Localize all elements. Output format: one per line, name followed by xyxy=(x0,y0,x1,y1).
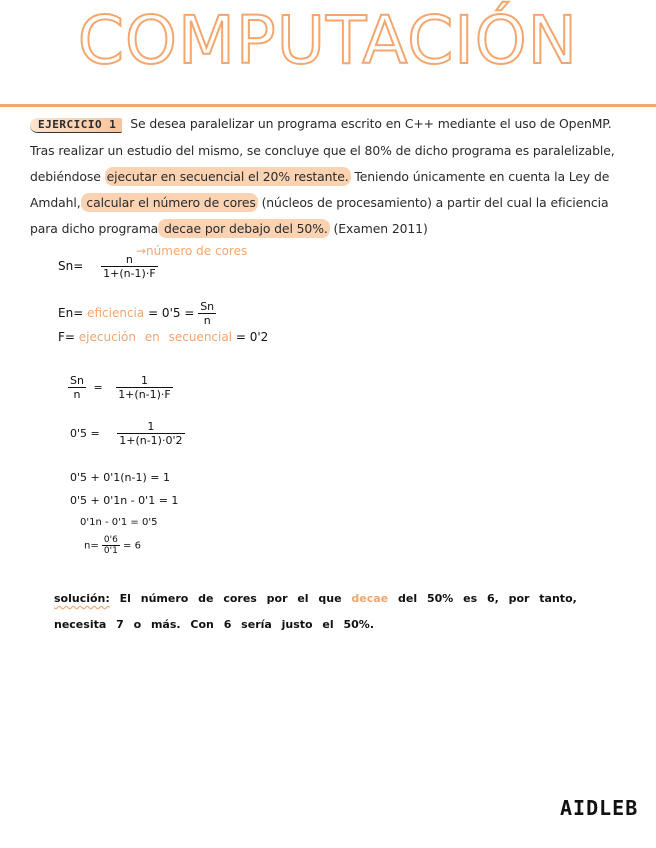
page-title: COMPUTACIÓN xyxy=(77,2,579,79)
solution-label: solución: xyxy=(54,592,110,605)
highlight-decay: decae por debajo del 50%. xyxy=(160,221,328,236)
f-word: ejecución en secuencial xyxy=(78,330,233,344)
step-2-lhs: 0'5 = xyxy=(70,426,100,440)
step-6 xyxy=(84,535,141,556)
step-1 xyxy=(68,374,173,401)
step-1-left-numerator: Sn xyxy=(70,374,84,387)
highlight-sequential: ejecutar en secuencial el 20% restante. xyxy=(106,169,349,184)
step-6-numerator: 0'6 xyxy=(103,535,118,545)
step-3: 0'5 + 0'1(n-1) = 1 xyxy=(70,471,170,484)
solution-decae-word: decae xyxy=(351,592,389,605)
step-1-left-fraction xyxy=(68,374,86,401)
exercise-label: EJERCICIO 1 xyxy=(30,118,122,133)
step-1-denominator: 1+(n-1)·F xyxy=(118,388,171,401)
step-6-lhs: n= xyxy=(84,540,99,552)
efficiency-word: eficiencia xyxy=(87,306,145,320)
statement-text-4: (Examen 2011) xyxy=(329,221,428,236)
speedup-lhs: Sn= xyxy=(58,259,84,273)
statement-text-3: (núcleos de procesamiento) a partir del cual la eficiencia para dicho programa xyxy=(30,195,609,236)
sequential-fraction-line xyxy=(58,330,268,344)
step-2-denominator: 1+(n-1)·0'2 xyxy=(119,434,183,447)
author-signature: AIDLEB xyxy=(560,796,639,820)
efficiency-numerator: Sn xyxy=(200,300,215,313)
step-6-rhs: = 6 xyxy=(123,540,141,552)
step-4: 0'5 + 0'1n - 0'1 = 1 xyxy=(70,494,179,507)
step-1-right-fraction xyxy=(116,374,173,401)
efficiency-lhs: En= xyxy=(58,306,84,320)
step-5: 0'1n - 0'1 = 0'5 xyxy=(80,517,158,528)
step-1-left-denominator: n xyxy=(73,388,81,401)
efficiency-line xyxy=(58,300,216,327)
speedup-denominator: 1+(n-1)·F xyxy=(103,267,156,280)
step-2 xyxy=(70,420,185,447)
cores-annotation: →número de cores xyxy=(136,244,248,258)
highlight-cores: calcular el número de cores xyxy=(82,195,256,210)
statement-text-1: Se desea paralelizar un programa escrito en C++ mediante el uso de OpenMP. Tras realizar un estudio del mismo, se concluye que el 80% de dicho programa es paralelizable, debiéndose xyxy=(30,116,615,184)
solution-text-2: del 50% es 6, por tanto, necesita 7 o más. Con 6 sería justo el 50%. xyxy=(54,592,577,631)
solution xyxy=(54,586,624,638)
efficiency-eq: = 0'5 = xyxy=(148,306,195,320)
statement-text-2: Teniendo únicamente en cuenta la Ley de Amdahl, xyxy=(30,169,610,210)
step-6-denominator: 0'1 xyxy=(103,546,118,556)
efficiency-fraction xyxy=(198,300,216,327)
step-2-fraction xyxy=(117,420,184,447)
speedup-numerator: n xyxy=(101,253,158,267)
efficiency-denominator: n xyxy=(203,314,211,327)
step-1-numerator: 1 xyxy=(116,374,173,388)
f-lhs: F= xyxy=(58,330,75,344)
step-2-numerator: 1 xyxy=(117,420,184,434)
step-1-eq: = xyxy=(93,380,103,394)
step-6-fraction xyxy=(102,535,120,556)
title-rule xyxy=(0,104,656,107)
solution-text-1: El número de cores por el que xyxy=(119,592,342,605)
f-value: = 0'2 xyxy=(235,330,269,344)
exercise-statement xyxy=(30,111,630,242)
